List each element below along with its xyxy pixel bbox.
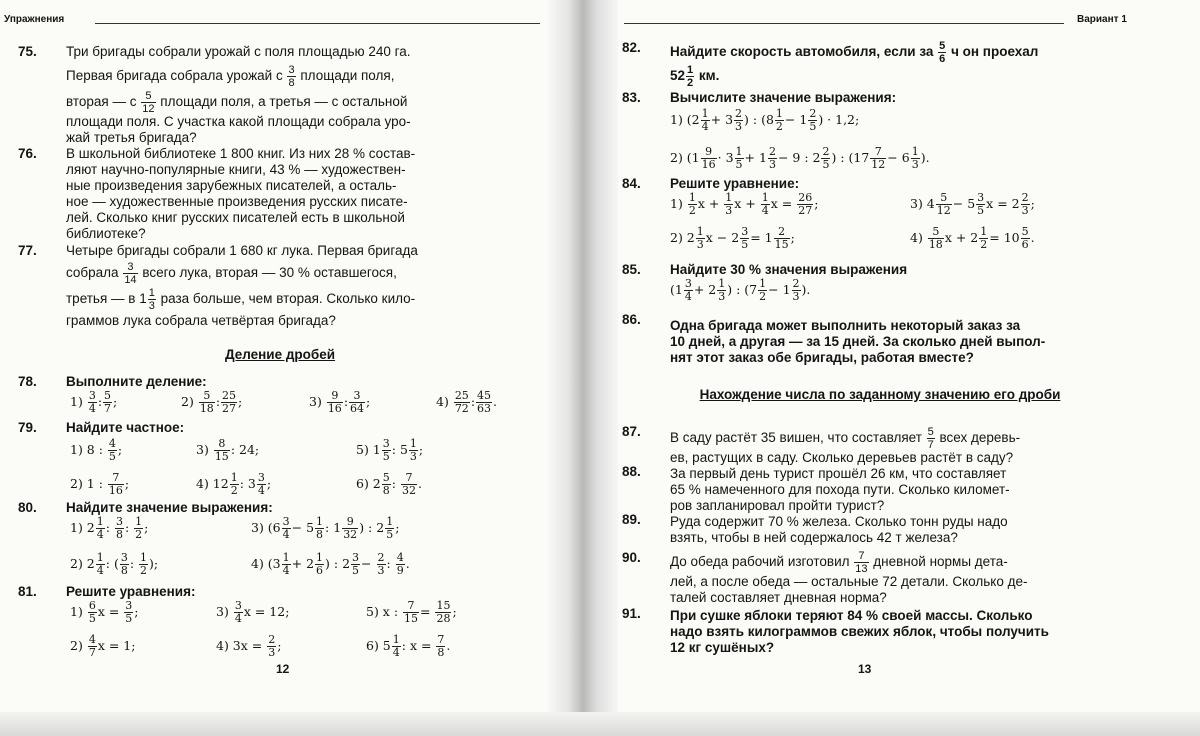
header-rule xyxy=(624,23,1064,24)
exercise-number: 79. xyxy=(18,420,37,435)
text-line: 10 дней, а другая — за 15 дней. За сколько дней выпол- xyxy=(670,334,1046,349)
section-title: Деление дробей xyxy=(224,347,336,362)
text-line: лей, а после обеда — остальные 72 детали. Сколько де- xyxy=(670,574,1028,589)
text-line: лей. Сколько книг русских писателей есть в школьной xyxy=(66,210,405,225)
left-page: Упражнения 75. Три бригады собрали урожай с поля площадью 240 га. Первая бригада собрала урожай с $\frac{3}{8}$ площади поля, вторая — с $\frac{5}{12}$ площади поля, а третья — с остальной площади поля. С участка какой площади собрала уро- жай третья бригада? 76. В школьной библиотеке 1 800 книг. Из них 28 % состав- ляют научно-популярные книги, 43 % — художествен- ные произведения зарубежных писателей, а осталь- ное — художественные произведения русских писате- лей. Сколько книг русских писателей есть в школьной библиотеке? 77. Четыре бригады собрали 1 680 кг лука. Первая бригада собрала $\frac{3}{14}$ всего лука, вторая — 30 % оставшегося, третья — в 1 $\frac{1}{3}$ раза больше, чем вторая. Сколько кило- граммов лука собрала четвёртая бригада? Деление дробей 78. Выполните деление: 1) $\frac{3}{4}$ : $\frac{5}{7}$ ; 2) $\frac{5}{18}$ : $\frac{25}{27}$ ; 3) $\frac{9}{16}$ : $\frac{3}{64}$ ; 4) $\frac{25}{72}$ : $\frac{45}{63}$ . 79. Найдите частное: 1) 8 : $\frac{4}{5}$ ; 3) $\frac{8}{15}$ : 24; 5) 1 $\frac{3}{5}$ : 5 $\frac{1}{3}$ ; 2) 1 : $\frac{7}{16}$ ; 4) 12 $\frac{1}{2}$ : 3 $\frac{3}{4}$ ; 6) 2 $\frac{5}{8}$ : $\frac{7}{32}$ . 80. Найдите значение выражения: 1) 2 $\frac{1}{4}$ : $\frac{3}{8}$ : $\frac{1}{2}$ ; 3) (6 $\frac{3}{4}$ − 5 $\frac{1}{8}$ : 1 $\frac{9}{32}$ ) : 2 $\frac{1}{5}$ ; 2) 2 $\frac{1}{4}$ : ( $\frac{3}{8}$ : $\frac{1}{2}$ ); 4) (3 $\frac{1}{4}$ + 2 $\frac{1}{6}$ ) : 2 $\frac{3}{5}$ − $\frac{2}{3}$ : $\frac{4}{9}$ . 81. Решите уравнения: 1) $\frac{6}{5}$ x = $\frac{3}{5}$ ; 3) $\frac{3}{4}$ x = 12; 5) x : $\frac{7}{15}$ = $\frac{15}{28}$ ; 2) $\frac{4}{7}$ x = 1; 4) 3x = $\frac{2}{3}$ ; 6) 5 $\frac{1}{4}$ : x = $\frac{7}{8}$ . 12 xyxy=(0,0,555,736)
exercise-number: 89. xyxy=(622,512,641,527)
exercise-number: 76. xyxy=(18,146,37,161)
text-line: раза больше, чем вторая. Сколько кило- xyxy=(160,291,416,307)
header-rule xyxy=(95,23,540,24)
text-line: Четыре бригады собрали 1 680 кг лука. Первая бригада xyxy=(66,243,418,258)
text-line: площади поля, а третья — с остальной xyxy=(160,94,408,110)
exercise-number: 85. xyxy=(622,262,641,277)
text-line: граммов лука собрала четвёртая бригада? xyxy=(66,313,336,328)
exercise-number: 80. xyxy=(18,500,37,515)
text-line: площади поля. С участка какой площади собрала уро- xyxy=(66,114,411,129)
text-line: третья — в 1 xyxy=(66,291,147,307)
exercise-number: 90. xyxy=(622,550,641,565)
page-number: 12 xyxy=(276,662,290,676)
exercise-number: 86. xyxy=(622,312,641,327)
exercise-number: 82. xyxy=(622,40,641,55)
text-line: До обеда рабочий изготовил xyxy=(670,554,850,570)
text-line: дневной нормы дета- xyxy=(873,554,1008,570)
task-text: Найдите частное: xyxy=(66,420,185,435)
exercise-number: 91. xyxy=(622,606,641,621)
text-line: ные произведения зарубежных писателей, а осталь- xyxy=(66,178,397,193)
exercise-number: 75. xyxy=(18,44,37,59)
right-page: Вариант 1 82. Найдите скорость автомобиля, если за $\frac{5}{6}$ ч он проехал 52 $\frac{1}{2}$ км. 83. Вычислите значение выражения: 1) (2 $\frac{1}{4}$ + 3 $\frac{2}{3}$ ) : (8 $\frac{1}{2}$ − 1 $\frac{2}{5}$ ) · 1,2; 2) (1 $\frac{9}{16}$ · 3 $\frac{1}{5}$ + 1 $\frac{2}{3}$ − 9 : 2 $\frac{2}{5}$ ) : (17 $\frac{7}{12}$ − 6 $\frac{1}{3}$ ). 84. Решите уравнение: 1) $\frac{1}{2}$ x + $\frac{1}{3}$ x + $\frac{1}{4}$ x = $\frac{26}{27}$ ; 3) 4 $\frac{5}{12}$ − 5 $\frac{3}{5}$ x = 2 $\frac{2}{3}$ ; 2) 2 $\frac{1}{3}$ x − 2 $\frac{3}{5}$ = 1 $\frac{2}{15}$ ; 4) $\frac{5}{18}$ x + 2 $\frac{1}{2}$ = 10 $\frac{5}{6}$ . 85. Найдите 30 % значения выражения (1 $\frac{3}{4}$ + 2 $\frac{1}{3}$ ) : (7 $\frac{1}{2}$ − 1 $\frac{2}{3}$ ). 86. Одна бригада может выполнить некоторый заказ за 10 дней, а другая — за 15 дней. За сколько дней выпол- нят этот заказ обе бригады, работая вместе? Нахождение числа по заданному значению его дроби 87. В саду растёт 35 вишен, что составляет $\frac{5}{7}$ всех деревь- ев, растущих в саду. Сколько деревьев растёт в саду? 88. За первый день турист прошёл 26 км, что составляет 65 % намеченного для похода пути. Сколько километ- ров запланировал пройти турист? 89. Руда содержит 70 % железа. Сколько тонн руды надо взять, чтобы в ней содержалось 42 т железа? 90. До обеда рабочий изготовил $\frac{7}{13}$ дневной нормы дета- лей, а после обеда — остальные 72 детали. Сколько де- талей составляет дневная норма? 91. При сушке яблоки теряют 84 % своей массы. Сколько надо взять килограммов свежих яблок, чтобы получить 12 кг сушёных? 13 xyxy=(622,14,1127,676)
text-line: ляют научно-популярные книги, 43 % — художествен- xyxy=(66,162,406,177)
exercise-number: 81. xyxy=(18,584,37,599)
text-line: Три бригады собрали урожай с поля площадью 240 га. xyxy=(66,44,411,59)
task-text: Решите уравнения: xyxy=(66,584,196,599)
exercise-number: 83. xyxy=(622,90,641,105)
exercise-number: 88. xyxy=(622,464,641,479)
text-line: ч он проехал xyxy=(951,44,1039,60)
text-line: 65 % намеченного для похода пути. Сколько километ- xyxy=(670,482,1010,497)
text-line: площади поля, xyxy=(300,68,395,84)
text-line: Найдите скорость автомобиля, если за xyxy=(670,44,934,60)
exercise-number: 78. xyxy=(18,374,37,389)
text-line: взять, чтобы в ней содержалось 42 т железа? xyxy=(670,530,958,545)
page-number: 13 xyxy=(858,662,872,676)
right-header: Вариант 1 xyxy=(1077,14,1127,25)
task-text: Вычислите значение выражения: xyxy=(670,90,897,105)
exercise-number: 87. xyxy=(622,424,641,439)
text-line: ное — художественные произведения русских писате- xyxy=(66,194,408,209)
text-line: ев, растущих в саду. Сколько деревьев растёт в саду? xyxy=(670,450,1014,465)
text-line: Руда содержит 70 % железа. Сколько тонн руды надо xyxy=(670,514,1008,529)
text-line: жай третья бригада? xyxy=(66,130,197,145)
text-line: нят этот заказ обе бригады, работая вместе? xyxy=(670,350,974,365)
text-line: В школьной библиотеке 1 800 книг. Из них 28 % состав- xyxy=(66,146,416,161)
text-line: талей составляет дневная норма? xyxy=(670,590,887,605)
task-text: Найдите 30 % значения выражения xyxy=(670,262,908,277)
exercise-number: 84. xyxy=(622,176,641,191)
text-line: За первый день турист прошёл 26 км, что составляет xyxy=(670,466,1007,481)
text-line: При сушке яблоки теряют 84 % своей массы. Сколько xyxy=(670,608,1033,623)
text-line: ров запланировал пройти турист? xyxy=(670,498,885,513)
task-text: Решите уравнение: xyxy=(670,176,800,191)
text-line: вторая — с xyxy=(66,94,137,110)
book-gutter xyxy=(548,0,618,736)
section-title: Нахождение числа по заданному значению его дроби xyxy=(699,387,1061,402)
left-header: Упражнения xyxy=(4,14,65,25)
text-line: В саду растёт 35 вишен, что составляет xyxy=(670,430,922,446)
text-line: 52 xyxy=(670,68,686,84)
text-line: надо взять килограммов свежих яблок, чтобы получить xyxy=(670,624,1049,639)
exercise-number: 77. xyxy=(18,243,37,258)
text-line: собрала xyxy=(66,265,119,281)
text-line: Первая бригада собрала урожай с xyxy=(66,68,283,84)
task-text: Выполните деление: xyxy=(66,374,207,389)
text-line: Одна бригада может выполнить некоторый заказ за xyxy=(670,318,1021,333)
text-line: всех деревь- xyxy=(939,430,1021,446)
text-line: км. xyxy=(698,68,720,84)
task-text: Найдите значение выражения: xyxy=(66,500,273,515)
text-line: всего лука, вторая — 30 % оставшегося, xyxy=(142,265,397,281)
text-line: библиотеке? xyxy=(66,226,146,241)
text-line: 12 кг сушёных? xyxy=(670,640,775,655)
